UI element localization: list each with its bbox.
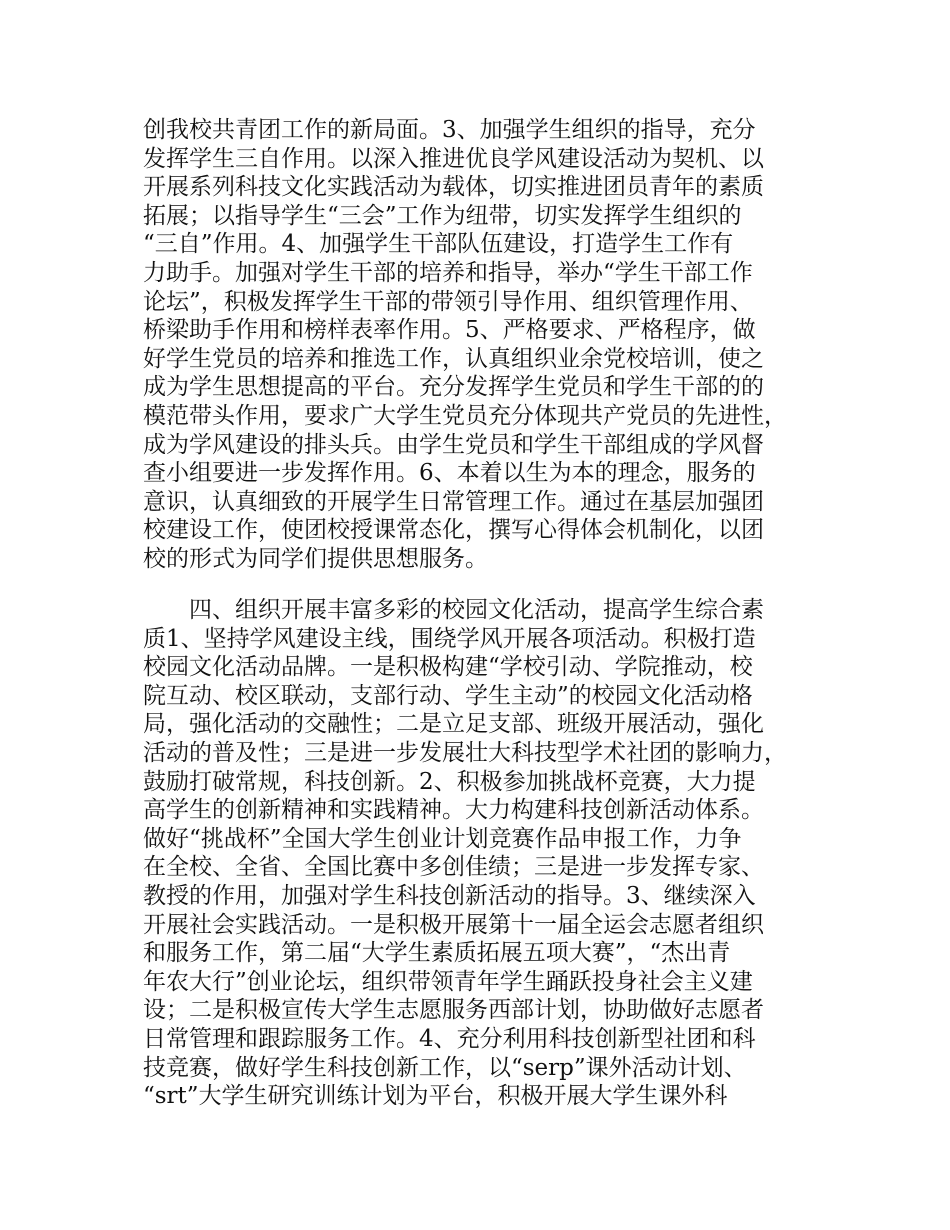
text-line: 意识，认真细致的开展学生日常管理工作。通过在基层加强团 xyxy=(143,488,764,515)
text-line: 发挥学生三自作用。以深入推进优良学风建设活动为契机、以 xyxy=(143,145,764,172)
paragraph-1 xyxy=(143,116,833,574)
text-line: 活动的普及性；三是进一步发展壮大科技型学术社团的影响力， xyxy=(143,739,787,766)
text-line: 模范带头作用，要求广大学生党员充分体现共产党员的先进性， xyxy=(143,402,787,429)
text-line: 年农大行”创业论坛，组织带领青年学生踊跃投身社会主义建 xyxy=(143,968,753,995)
text-line: 局，强化活动的交融性；二是立足支部、班级开展活动，强化 xyxy=(143,711,764,738)
text-line: 技竞赛，做好学生科技创新工作，以“serp”课外活动计划、 xyxy=(143,1054,747,1081)
text-line: 教授的作用，加强对学生科技创新活动的指导。3、继续深入 xyxy=(143,882,756,909)
text-line: 四、组织开展丰富多彩的校园文化活动，提高学生综合素 xyxy=(143,597,764,623)
text-line: 开展社会实践活动。一是积极开展第十一届全运会志愿者组织 xyxy=(143,911,764,938)
text-line: 论坛”，积极发挥学生干部的带领引导作用、组织管理作用、 xyxy=(143,288,753,315)
text-line: 成为学风建设的排头兵。由学生党员和学生干部组成的学风督 xyxy=(143,431,764,458)
text-line: 拓展；以指导学生“三会”工作为纽带，切实发挥学生组织的 xyxy=(143,202,742,229)
text-line: 质1、坚持学风建设主线，围绕学风开展各项活动。积极打造 xyxy=(143,625,756,652)
text-line: 力助手。加强对学生干部的培养和指导，举办“学生干部工作 xyxy=(143,259,753,286)
text-line: “srt”大学生研究训练计划为平台，积极开展大学生课外科 xyxy=(143,1083,728,1110)
text-line: 校的形式为同学们提供思想服务。 xyxy=(143,545,488,572)
paragraph-2 xyxy=(143,596,833,1111)
text-line: 好学生党员的培养和推选工作，认真组织业余党校培训，使之 xyxy=(143,345,764,372)
text-line: 做好“挑战杯”全国大学生创业计划竞赛作品申报工作，力争 xyxy=(143,825,742,852)
text-line: 院互动、校区联动，支部行动、学生主动”的校园文化活动格 xyxy=(143,682,753,709)
text-line: 日常管理和跟踪服务工作。4、充分利用科技创新型社团和科 xyxy=(143,1025,756,1052)
text-line: 成为学生思想提高的平台。充分发挥学生党员和学生干部的的 xyxy=(143,374,764,401)
text-line: 高学生的创新精神和实践精神。大力构建科技创新活动体系。 xyxy=(143,797,764,824)
text-line: 查小组要进一步发挥作用。6、本着以生为本的理念，服务的 xyxy=(143,460,756,487)
text-line: “三自”作用。4、加强学生干部队伍建设，打造学生工作有 xyxy=(143,231,734,258)
text-line: 在全校、全省、全国比赛中多创佳绩；三是进一步发挥专家、 xyxy=(143,854,764,881)
text-line: 设；二是积极宣传大学生志愿服务西部计划，协助做好志愿者 xyxy=(143,997,764,1024)
text-line: 和服务工作，第二届“大学生素质拓展五项大赛”，“杰出青 xyxy=(143,940,731,967)
text-line: 校园文化活动品牌。一是积极构建“学校引动、学院推动，校 xyxy=(143,654,753,681)
text-line: 鼓励打破常规，科技创新。2、积极参加挑战杯竞赛，大力提 xyxy=(143,768,756,795)
text-line: 开展系列科技文化实践活动为载体，切实推进团员青年的素质 xyxy=(143,174,764,201)
text-line: 创我校共青团工作的新局面。3、加强学生组织的指导，充分 xyxy=(143,117,756,143)
text-line: 校建设工作，使团校授课常态化，撰写心得体会机制化，以团 xyxy=(143,517,764,544)
text-line: 桥梁助手作用和榜样表率作用。5、严格要求、严格程序，做 xyxy=(143,317,756,344)
